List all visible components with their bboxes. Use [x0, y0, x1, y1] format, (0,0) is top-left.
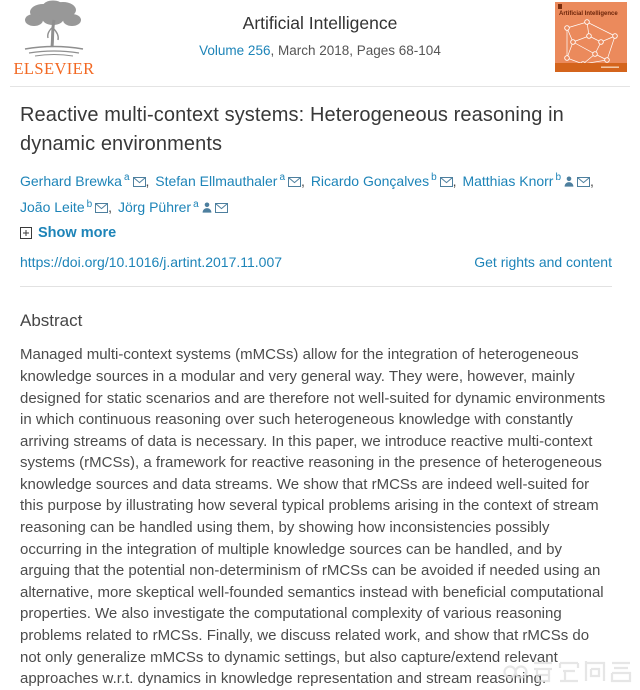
issue-info-text: , March 2018, Pages 68-104	[270, 43, 441, 58]
affiliation-sup: a	[279, 172, 286, 183]
author-jorg-puhrer	[118, 199, 230, 215]
volume-link[interactable]: Volume 256	[199, 43, 271, 58]
author-ricardo-goncalves: Ricardo Gonçalves $^b$ ,	[310, 172, 461, 189]
elsevier-wordmark: ELSEVIER	[13, 59, 95, 78]
author-link[interactable]: Jörg Pührer	[117, 199, 192, 216]
show-more-button[interactable]	[20, 225, 612, 241]
get-rights-link[interactable]: Get rights and content	[474, 254, 612, 271]
person-icon[interactable]	[564, 176, 574, 187]
envelope-icon[interactable]	[577, 177, 590, 187]
author-link[interactable]: Stefan Ellmauthaler	[155, 172, 278, 189]
doi-link[interactable]: https://doi.org/10.1016/j.artint.2017.11.007	[20, 254, 283, 271]
affiliation-sup: b	[555, 172, 562, 183]
elsevier-logo[interactable]	[12, 0, 96, 79]
author-link[interactable]: Ricardo Gonçalves	[310, 172, 430, 189]
article-title: Reactive multi-context systems: Heterogeneous reasoning in dynamic environments	[20, 104, 564, 155]
svg-text:Artificial Intelligence: Artificial Intelligence	[559, 11, 618, 17]
elsevier-tree-icon	[21, 0, 87, 58]
author-stefan-ellmauthaler: Stefan Ellmauthaler $^a$ ,	[155, 172, 309, 189]
abstract-heading: Abstract	[20, 311, 83, 331]
envelope-icon[interactable]	[95, 203, 108, 213]
header-divider	[10, 86, 630, 87]
author-matthias-knorr: Matthias Knorr $^b$ ,	[462, 172, 594, 189]
author-link[interactable]: João Leite	[20, 199, 85, 216]
section-divider	[20, 286, 612, 287]
affiliation-sup: b	[86, 198, 93, 210]
envelope-icon[interactable]	[133, 177, 146, 187]
envelope-icon[interactable]	[288, 177, 301, 187]
journal-cover-thumbnail[interactable]	[555, 2, 627, 72]
author-link[interactable]: Gerhard Brewka	[20, 172, 122, 189]
show-more-label: Show more	[38, 225, 117, 242]
author-gerhard-brewka: Gerhard Brewka $^a$ ,	[20, 172, 154, 189]
abstract-text: Managed multi-context systems (mMCSs) allow for the integration of heterogeneous knowledge sources in a modular and very general way. They were, however, mainly designed for static scenarios and are therefore not well-suited for dynamic environments in which continuous reasoning over such heterogeneous knowledge with constantly arriving streams of data is necessary. In this paper, we introduce reactive multi-context systems (rMCSs), a framework for reactive reasoning in the presence of heterogeneous knowledge sources and data streams. We show that rMCSs are indeed well-suited for this purpose by illustrating how several typical problems arising in the context of stream reasoning can be handled using them, by showing how inconsistencies possibly occurring in the integration of multiple knowledge sources can be handled, and by arguing that the potential non-determinism of rMCSs can be avoided if needed using an alternative, more skeptical well-founded semantics instead with beneficial computational properties. We also investigate the computational complexity of various reasoning problems related to rMCSs. Finally, we discuss related work, and show that rMCSs do not only generalize mMCSs to dynamic settings, but also capture/extend relevant approaches w.r.t. dynamics in knowledge representation and stream reasoning.	[20, 346, 606, 688]
author-joao-leite: João Leite $^b$ ,	[20, 198, 116, 216]
journal-title-link[interactable]: Artificial Intelligence	[242, 13, 398, 33]
envelope-icon[interactable]	[215, 203, 228, 213]
author-link[interactable]: Matthias Knorr	[462, 172, 554, 189]
affiliation-sup: b	[431, 172, 437, 183]
author-list	[20, 166, 612, 219]
journal-header	[0, 0, 640, 86]
affiliation-sup: a	[123, 172, 130, 183]
person-icon[interactable]	[202, 202, 212, 213]
issue-info	[120, 43, 520, 58]
affiliation-sup: a	[193, 198, 199, 210]
doi-row	[20, 254, 612, 270]
envelope-icon[interactable]	[440, 177, 453, 187]
plus-box-icon	[20, 227, 32, 239]
